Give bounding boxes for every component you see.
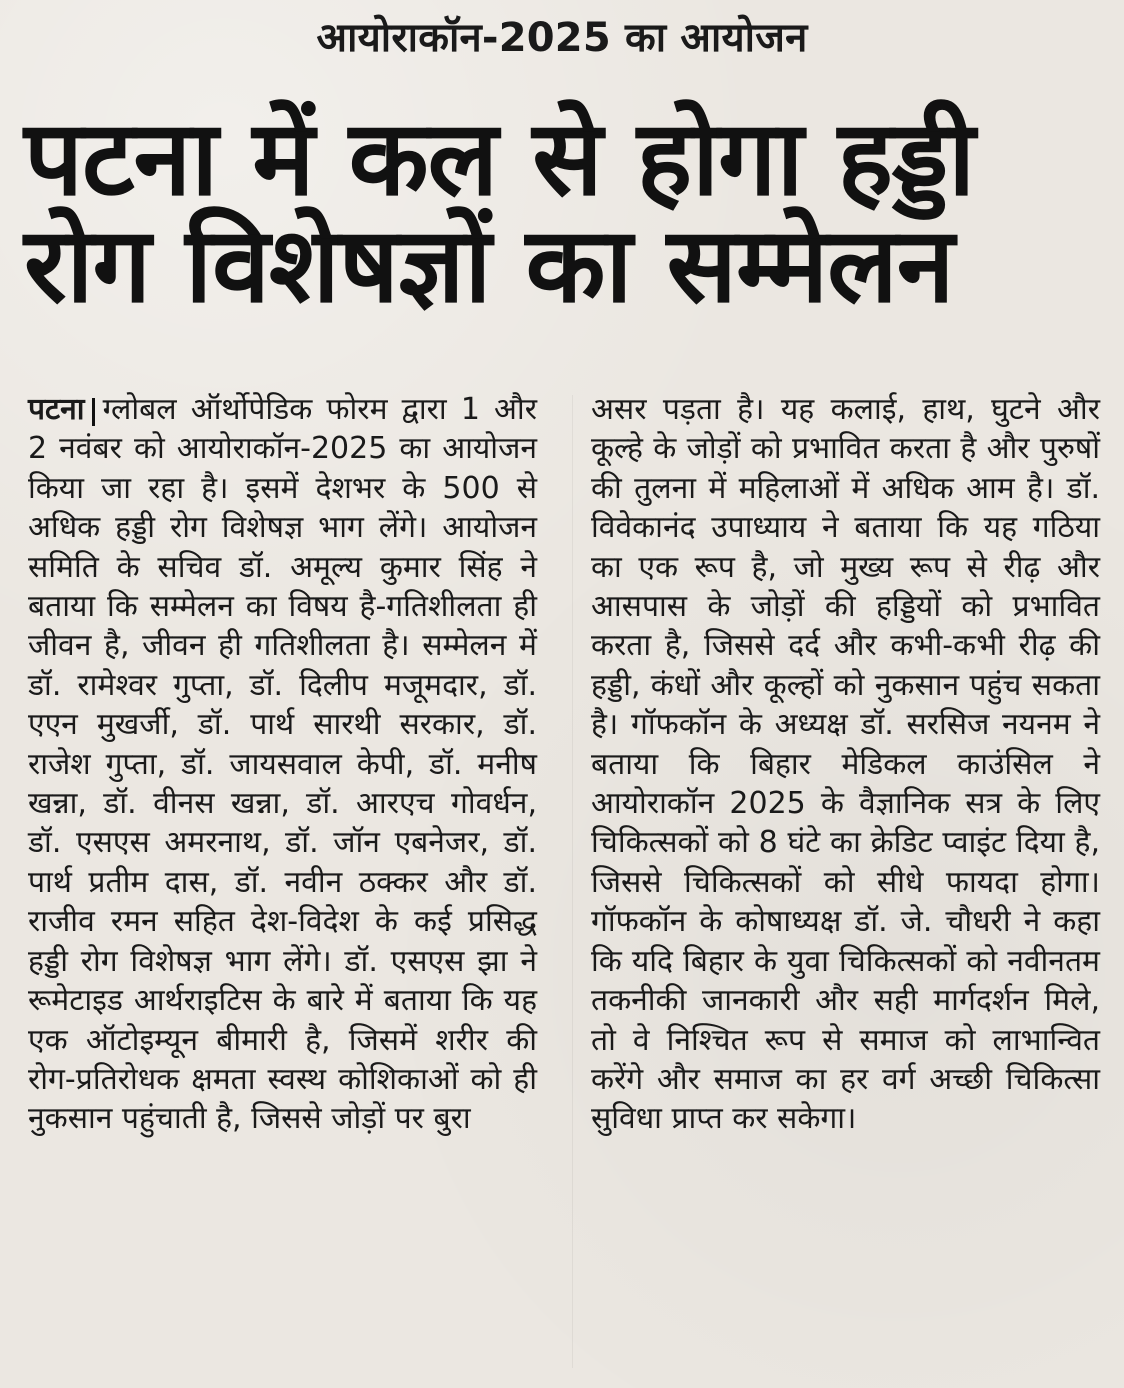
right-column [591,390,1100,1366]
article-headline [24,97,1100,327]
headline-line-2: रोग विशेषज्ञों का सम्मेलन [24,204,954,327]
article-kicker: आयोराकॉन-2025 का आयोजन [316,15,808,61]
left-column-text: ग्लोबल ऑर्थोपेडिक फोरम द्वारा 1 और 2 नवंबर को आयोराकॉन-2025 का आयोजन किया जा रहा है। इसमें देशभर के 500 से अधिक हड्डी रोग विशेषज्ञ भाग लेंगे। आयोजन समिति के सचिव डॉ. अमूल्य कुमार सिंह ने बताया कि सम्मेलन का विषय है-गतिशीलता ही जीवन है, जीवन ही गतिशीलता है। सम्मेलन में डॉ. रामेश्वर गुप्ता, डॉ. दिलीप मजूमदार, डॉ. एएन मुखर्जी, डॉ. पार्थ सारथी सरकार, डॉ. राजेश गुप्ता, डॉ. जायसवाल केपी, डॉ. मनीष खन्ना, डॉ. वीनस खन्ना, डॉ. आरएच गोवर्धन, डॉ. एसएस अमरनाथ, डॉ. जॉन एबनेजर, डॉ. पार्थ प्रतीम दास, डॉ. नवीन ठक्कर और डॉ. राजीव रमन सहित देश-विदेश के कई प्रसिद्ध हड्डी रोग विशेषज्ञ भाग लेंगे। डॉ. एसएस झा ने रूमेटाइड आर्थराइटिस के बारे में बताया कि यह एक ऑटोइम्यून बीमारी है, जिसमें शरीर की रोग-प्रतिरोधक क्षमता स्वस्थ कोशिकाओं को ही नुकसान पहुंचाती है, जिससे जोड़ों पर बुरा [28,392,537,1137]
left-column [28,390,537,1366]
headline-line-1: पटना में कल से होगा हड्डी [24,97,975,219]
right-column-text: असर पड़ता है। यह कलाई, हाथ, घुटने और कूल्हे के जोड़ों को प्रभावित करता है और पुरुषों की तुलना में महिलाओं में अधिक आम है। डॉ. विवेकानंद उपाध्याय ने बताया कि यह गठिया का एक रूप है, जो मुख्य रूप से रीढ़ और आसपास के जोड़ों की हड्डियों को प्रभावित करता है, जिससे दर्द और कभी-कभी रीढ़ की हड्डी, कंधों और कूल्हों को नुकसान पहुंच सकता है। गॉफकॉन के अध्यक्ष डॉ. सरसिज नयनम ने बताया कि बिहार मेडिकल काउंसिल ने आयोराकॉन 2025 के वैज्ञानिक सत्र के लिए चिकित्सकों को 8 घंटे का क्रेडिट प्वाइंट दिया है, जिससे चिकित्सकों को सीधे फायदा होगा। गॉफकॉन के कोषाध्यक्ष डॉ. जे. चौधरी ने कहा कि यदि बिहार के युवा चिकित्सकों को नवीनतम तकनीकी जानकारी और सही मार्गदर्शन मिले, तो वे निश्चित रूप से समाज को लाभान्वित करेंगे और समाज का हर वर्ग अच्छी चिकित्सा सुविधा प्राप्त कर सकेगा। [591,392,1100,1137]
dateline: पटना [28,392,95,427]
article-body [28,390,1100,1366]
